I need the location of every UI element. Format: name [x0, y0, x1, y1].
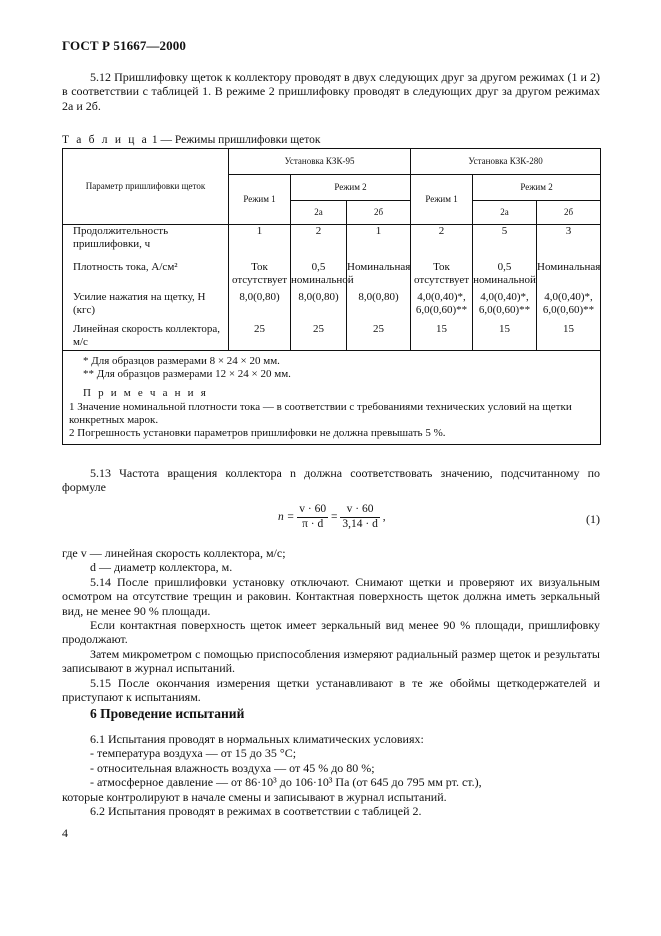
table-1-body — [63, 225, 601, 351]
condition-control: которые контролируют в начале смены и записывают в журнал испытаний. — [62, 789, 447, 804]
table-cell-param: Усилие нажатия на щетку, Н (кгс) — [63, 291, 229, 323]
table-cell-value: 4,0(0,40)*, 6,0(0,60)** — [537, 291, 601, 323]
page-number: 4 — [62, 826, 68, 840]
table-cell-value: Номинальная — [347, 261, 411, 291]
table-cell-value: Ток отсутствует — [411, 261, 473, 291]
note-2: 2 Погрешность установки параметров пришлифовки не должна превышать 5 %. — [69, 426, 446, 439]
footnote-1: * Для образцов размерами 8 × 24 × 20 мм. — [83, 355, 280, 367]
table-cell-value: 8,0(0,80) — [291, 291, 347, 323]
paragraph-5-13 — [62, 466, 600, 495]
mode-2-header: Режим 2 — [291, 175, 411, 201]
paragraph-6-1: 6.1 Испытания проводят в нормальных климатических условиях: — [90, 732, 424, 746]
fraction-1-numerator: v · 60 — [297, 503, 328, 518]
table-caption-text: 1 — Режимы пришлифовки щеток — [148, 134, 321, 146]
mode-2b-header: 2б — [537, 201, 601, 225]
document-header: ГОСТ Р 51667—2000 — [62, 38, 186, 53]
table-caption-label: Т а б л и ц а — [62, 134, 149, 146]
table-cell-value: 8,0(0,80) — [347, 291, 411, 323]
section-6-body — [62, 732, 600, 818]
paragraph-5-12 — [62, 70, 600, 113]
table-cell-value: 0,5 номинальной — [291, 261, 347, 291]
formula-tail: , — [382, 510, 386, 523]
table-cell-value: 25 — [291, 323, 347, 351]
table-1 — [62, 148, 601, 445]
table-cell-param: Плотность тока, А/см² — [63, 261, 229, 291]
table-cell-value: 4,0(0,40)*, 6,0(0,60)** — [473, 291, 537, 323]
condition-humidity: - относительная влажность воздуха — от 45 % до 80 %; — [90, 760, 375, 775]
mode-2a-header: 2а — [473, 201, 537, 225]
paragraph-5-14-measure: Затем микрометром с помощью приспособления измеряют радиальный размер щеток и результаты записывают в журнал испытаний. — [62, 646, 600, 676]
table-cell-value: 8,0(0,80) — [229, 291, 291, 323]
table-cell-value: 25 — [347, 323, 411, 351]
paragraph-6-2: 6.2 Испытания проводят в режимах в соответствии с таблицей 2. — [90, 803, 422, 818]
table-cell-value: 1 — [347, 225, 411, 261]
fraction-2-denominator: 3,14 · d — [342, 517, 378, 530]
table-cell-value: 15 — [411, 323, 473, 351]
table-row — [63, 323, 601, 351]
install-kzk-95-header: Установка КЗК-95 — [229, 149, 411, 175]
table-cell-value: 15 — [473, 323, 537, 351]
table-cell-value: 25 — [229, 323, 291, 351]
notes-title: П р и м е ч а н и я — [83, 387, 208, 400]
table-cell-value: 1 — [229, 225, 291, 261]
table-cell-param: Линейная скорость коллектора, м/с — [63, 323, 229, 351]
table-1-caption — [62, 134, 320, 148]
table-cell-value: 2 — [411, 225, 473, 261]
table-notes — [63, 351, 601, 445]
paragraph-5-15: 5.15 После окончания измерения щетки устанавливают в те же обоймы щеткодержателей и приступают к испытаниям. — [62, 675, 600, 704]
formula-number: (1) — [586, 512, 600, 526]
formula-fraction-2 — [340, 503, 379, 532]
table-cell-value: Ток отсутствует — [229, 261, 291, 291]
formula-equals: = — [330, 510, 338, 523]
table-cell-value: 4,0(0,40)*, 6,0(0,60)** — [411, 291, 473, 323]
table-cell-value: 15 — [537, 323, 601, 351]
mode-1-header: Режим 1 — [411, 175, 473, 225]
mode-2a-header: 2а — [291, 201, 347, 225]
condition-pressure: - атмосферное давление — от 86·10³ до 106·10³ Па (от 645 до 795 мм рт. ст.), — [90, 775, 482, 790]
paragraph-5-12-text: 5.12 Пришлифовку щеток к коллектору проводят в двух следующих друг за другом режимах (1 и 2) в соответствии с таблицей 1. В режиме 2 пришлифовку проводят в следующих друг за другом режимах 2а и 2б. — [62, 70, 600, 113]
table-row — [63, 261, 601, 291]
formula-1 — [278, 503, 386, 532]
table-cell-value: 3 — [537, 225, 601, 261]
param-header: Параметр пришлифовки щеток — [63, 149, 229, 225]
table-cell-value: 0,5 номинальной — [473, 261, 537, 291]
table-cell-param: Продолжительность пришлифовки, ч — [63, 225, 229, 261]
formula-lhs: n = — [278, 510, 295, 523]
where-line-1: где v — линейная скорость коллектора, м/с; — [62, 546, 286, 560]
mode-2-header: Режим 2 — [473, 175, 601, 201]
formula-fraction-1 — [297, 503, 328, 532]
paragraph-5-14: 5.14 После пришлифовки установку отключают. Снимают щетки и проверяют их визуальным осмотром на отсутствие трещин и раковин. Контактная поверхность щеток должна иметь зеркальный вид, не менее 90 % площади. — [62, 574, 600, 618]
paragraph-5-13-text: 5.13 Частота вращения коллектора n должна соответствовать значению, подсчитанному по формуле — [62, 466, 600, 495]
where-line-2: d — диаметр коллектора, м. — [90, 560, 233, 575]
install-kzk-280-header: Установка КЗК-280 — [411, 149, 601, 175]
mode-1-header: Режим 1 — [229, 175, 291, 225]
footnote-2: ** Для образцов размерами 12 × 24 × 20 мм. — [83, 368, 291, 381]
note-1: 1 Значение номинальной плотности тока — в соответствии с требованиями технических условий на щетки конкретных марок. — [69, 400, 572, 426]
paragraph-5-14-continue: Если контактная поверхность щеток имеет зеркальный вид менее 90 % площади, пришлифовку продолжают. — [62, 617, 600, 647]
mode-2b-header: 2б — [347, 201, 411, 225]
table-cell-value: 5 — [473, 225, 537, 261]
table-cell-value: Номинальная — [537, 261, 601, 291]
where-block — [62, 546, 600, 704]
fraction-2-numerator: v · 60 — [340, 503, 379, 518]
condition-temperature: - температура воздуха — от 15 до 35 °С; — [90, 746, 297, 761]
table-cell-value: 2 — [291, 225, 347, 261]
fraction-1-denominator: π · d — [302, 517, 324, 530]
section-6-heading: 6 Проведение испытаний — [90, 706, 245, 721]
table-row — [63, 225, 601, 261]
table-row — [63, 291, 601, 323]
